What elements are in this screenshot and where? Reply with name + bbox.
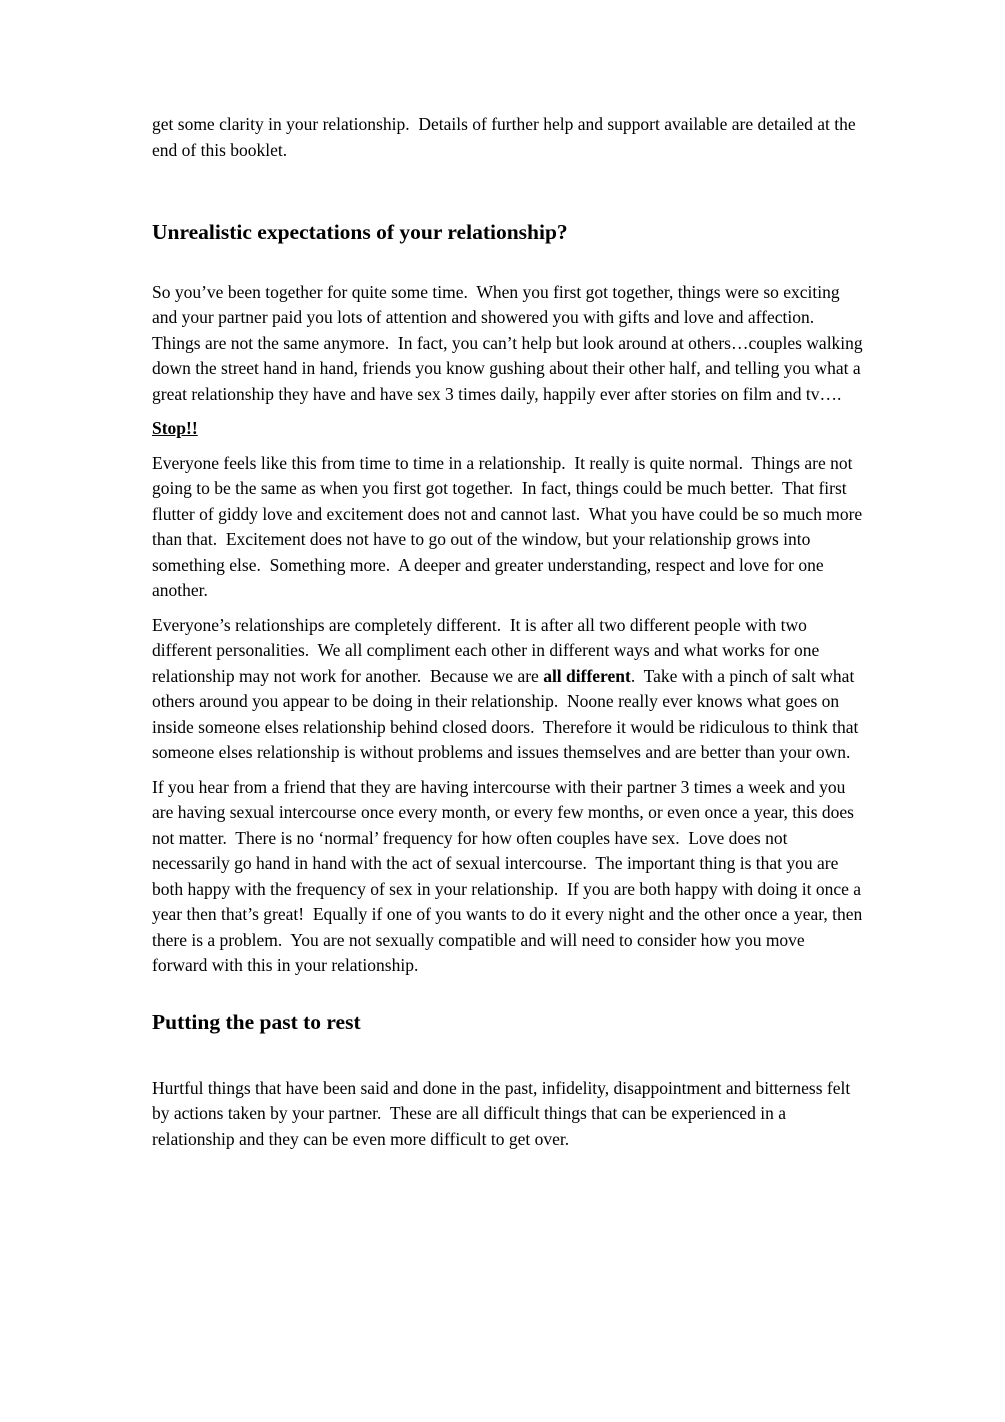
stop-label: Stop!! bbox=[152, 418, 198, 439]
paragraph-text-after-bold: . Take with a pinch of salt what others around you appear to be doing in their relationship. Noone really ever knows what goes on inside someone elses relationship behind closed doors. Therefore it would be ridiculous to think that someone elses relationship is without problems and issues themselves and are better than your own. bbox=[152, 665, 863, 763]
bold-phrase-all-different: all different bbox=[543, 665, 631, 686]
intro-paragraph: get some clarity in your relationship. Details of further help and support available are detailed at the end of this booklet. bbox=[152, 114, 861, 160]
paragraph-hurtful-things: Hurtful things that have been said and done in the past, infidelity, disappointment and bitterness felt by actions taken by your partner. These are all difficult things that can be experienced in a relationship and they can be even more difficult to get over. bbox=[152, 1077, 855, 1149]
paragraph-text-before-bold: Everyone’s relationships are completely different. It is after all two different people with two different personalities. We all compliment each other in different ways and what works for one relationship may not work for another. Because we are bbox=[152, 614, 824, 686]
paragraph-normal-feelings: Everyone feels like this from time to time in a relationship. It really is quite normal. Things are not going to be the same as when you first got together. In fact, things could be much better. That first flutter of giddy love and excitement does not and cannot last. What you have could be so much more than that. Excitement does not have to go out of the window, but your relationship grows into something else. Something more. A deeper and greater understanding, respect and love for one another. bbox=[152, 452, 867, 601]
paragraph-sex-frequency: If you hear from a friend that they are having intercourse with their partner 3 times a week and you are having sexual intercourse once every month, or every few months, or even once a year, this does not matter. There is no ‘normal’ frequency for how often couples have sex. Love does not necessarily go hand in hand with the act of sexual intercourse. The important thing is that you are both happy with the frequency of sex in your relationship. If you are both happy with doing it once a year then that’s great! Equally if one of you wants to do it every night and the other once a year, then there is a problem. You are not sexually compatible and will need to consider how you move forward with this in your relationship. bbox=[152, 776, 867, 976]
stop-emphasis-line bbox=[152, 416, 864, 442]
heading-unrealistic-expectations: Unrealistic expectations of your relationship? bbox=[152, 220, 568, 244]
paragraph-together-time: So you’ve been together for quite some time. When you first got together, things were so exciting and your partner paid you lots of attention and showered you with gifts and love and affection. Things are not the same anymore. In fact, you can’t help but look around at others…couples walking down the street hand in hand, friends you know gushing about their other half, and telling you what a great relationship they have and have sex 3 times daily, happily ever after stories on film and tv…. bbox=[152, 281, 868, 404]
heading-putting-past-to-rest: Putting the past to rest bbox=[152, 1009, 361, 1034]
paragraph-relationships-different bbox=[152, 613, 864, 766]
